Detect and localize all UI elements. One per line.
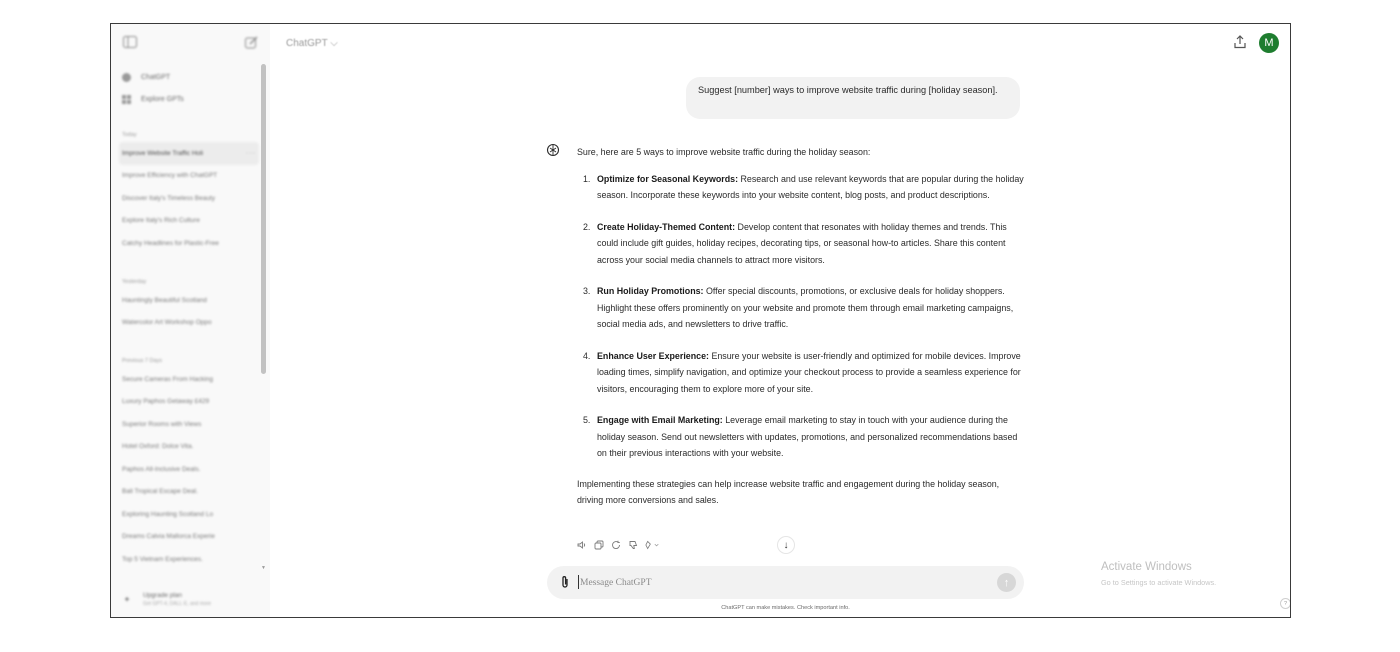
sidebar-item-label: Explore GPTs [141, 95, 184, 103]
history-heading: Previous 7 Days [122, 358, 163, 364]
list-item-text: Research and use relevant keywords that are popular during the holiday season. Incorporate these keywords into your website content, blog posts, and product descriptions. [597, 173, 1024, 200]
message-input[interactable] [580, 574, 960, 591]
list-item-title: Optimize for Seasonal Keywords: [597, 173, 739, 184]
history-item[interactable] [119, 165, 259, 188]
list-item-title: Create Holiday-Themed Content: [597, 221, 736, 232]
sidebar-nav [119, 66, 259, 110]
app-window [110, 23, 1291, 618]
history-item[interactable] [119, 187, 259, 210]
list-item [577, 412, 1027, 462]
history-group-yesterday [119, 275, 259, 334]
list-item-title: Enhance User Experience: [597, 350, 709, 361]
avatar[interactable]: M [1259, 33, 1279, 53]
regenerate-icon[interactable] [610, 539, 621, 550]
model-switch-icon[interactable] [644, 539, 662, 550]
history-item[interactable] [119, 289, 259, 312]
list-number: 1. [583, 173, 591, 184]
list-item-text: Offer special discounts, promotions, or exclusive deals for holiday shoppers. Highlight these offers prominently on your website and promote them through email marketing campaigns, social media ads, and newsletters to drive traffic. [597, 286, 1014, 329]
sidebar-item-chatgpt[interactable] [119, 66, 259, 88]
sidebar-toggle-icon[interactable] [122, 34, 138, 50]
history-item[interactable] [119, 312, 259, 335]
history-item-label: Dreams Calvia Mallorca Experie [122, 533, 215, 541]
history-item[interactable] [119, 142, 259, 165]
history-item[interactable] [119, 368, 259, 391]
chatgpt-logo-icon [122, 73, 131, 82]
attach-icon[interactable] [558, 575, 572, 591]
answer-outro: Implementing these strategies can help increase website traffic and engagement during the holiday season, driving more conversions and sales. [577, 478, 1000, 505]
history-item-label: Discover Italy's Timeless Beauty [122, 194, 215, 202]
assistant-message [577, 144, 1027, 509]
upgrade-plan-button[interactable] [121, 586, 261, 612]
history-item-label: Superior Rooms with Views [122, 420, 202, 428]
history-item-label: Explore Italy's Rich Culture [122, 217, 200, 225]
thumbs-down-icon[interactable] [627, 539, 638, 550]
list-number: 2. [583, 221, 591, 232]
sidebar-scrollbar[interactable] [261, 64, 266, 374]
history-item-label: Exploring Haunting Scotland Lo [122, 510, 214, 518]
list-number: 3. [583, 286, 591, 296]
upgrade-subtitle: Get GPT-4, DALL·E, and more [143, 600, 212, 607]
history-item-label: Watercolor Art Workshop Oppo [122, 319, 212, 327]
send-button[interactable]: ↑ [997, 573, 1016, 592]
list-item [577, 171, 1027, 204]
history-item-label: Improve Website Traffic Holi [122, 149, 204, 157]
scroll-down-arrow-icon[interactable]: ▼ [261, 565, 266, 571]
history-item-label: Top 5 Vietnam Experiences. [122, 555, 203, 563]
history-item-label: Luxury Paphos Getaway £429 [122, 398, 210, 406]
share-icon[interactable] [1232, 34, 1248, 52]
list-item-title: Run Holiday Promotions: [597, 286, 704, 296]
history-item[interactable] [119, 232, 259, 255]
composer [547, 566, 1024, 599]
list-item-title: Engage with Email Marketing: [597, 415, 723, 425]
history-item[interactable] [119, 458, 259, 481]
list-item-text: Leverage email marketing to stay in touch with your audience during the holiday season. Send out newsletters with updates, promotions, and personalized recommendations based on their previous interactions with your website. [597, 415, 1018, 458]
sidebar-item-explore-gpts[interactable] [119, 88, 259, 110]
history-heading: Yesterday [122, 279, 147, 285]
history-item[interactable] [119, 413, 259, 436]
history-item[interactable] [119, 503, 259, 526]
list-item [577, 348, 1027, 398]
scroll-to-bottom-button[interactable]: ↓ [777, 536, 795, 554]
history-item[interactable] [119, 548, 259, 571]
activate-windows-title: Activate Windows [1101, 561, 1192, 573]
history-item[interactable] [119, 526, 259, 549]
history-item-label: Improve Efficiency with ChatGPT [122, 172, 218, 180]
list-item-text: Develop content that resonates with holiday themes and trends. This could include gift guides, holiday recipes, decorating tips, or seasonal how-to articles. Share this content across your social media channels to attract more visitors. [597, 221, 1007, 265]
sidebar [111, 24, 270, 617]
list-number: 4. [583, 350, 591, 361]
text-caret [578, 575, 579, 589]
history-item[interactable] [119, 436, 259, 459]
help-button[interactable]: ? [1280, 598, 1291, 609]
sidebar-item-label: ChatGPT [141, 73, 171, 81]
sidebar-top [111, 24, 270, 64]
list-item-text: Ensure your website is user-friendly and optimized for mobile devices. Improve loading times, simplify navigation, and optimize your checkout process to provide a seamless experience for visitors, encouraging them to explore more of your site. [597, 350, 1021, 394]
message-actions [576, 539, 662, 550]
user-message: Suggest [number] ways to improve website traffic during [holiday season]. [686, 77, 1020, 119]
upgrade-title: Upgrade plan [143, 591, 183, 599]
more-options-icon[interactable]: ··· [246, 149, 256, 157]
history-item-label: Secure Cameras From Hacking [122, 375, 214, 383]
activate-windows-subtitle: Go to Settings to activate Windows. [1101, 578, 1217, 587]
history-item-label: Paphos All-Inclusive Deals. [122, 465, 201, 473]
answer-list [577, 171, 1027, 462]
history-group-today [119, 128, 259, 255]
copy-icon[interactable] [593, 539, 604, 550]
list-number: 5. [583, 415, 591, 425]
upgrade-icon: ✦ [123, 594, 131, 604]
history-item-label: Hotel Oxford: Dolce Vita. [122, 443, 194, 451]
list-item [577, 219, 1027, 269]
model-selector[interactable]: ChatGPT ⌵ [286, 38, 338, 49]
history-item[interactable] [119, 481, 259, 504]
history-group-previous-7-days [119, 354, 259, 571]
answer-intro: Sure, here are 5 ways to improve website traffic during the holiday season: [577, 147, 871, 157]
history-item[interactable] [119, 210, 259, 233]
history-item[interactable] [119, 391, 259, 414]
list-item [577, 283, 1027, 333]
new-chat-icon[interactable] [243, 34, 259, 50]
history-item-label: Bali Tropical Escape Deal. [122, 488, 198, 496]
read-aloud-icon[interactable] [576, 539, 587, 550]
history-heading: Today [122, 132, 137, 138]
disclaimer: ChatGPT can make mistakes. Check important info. [721, 605, 850, 611]
chat-area [270, 24, 1290, 617]
chatgpt-logo-icon [546, 143, 560, 157]
grid-icon [122, 95, 131, 104]
history-item-label: Hauntingly Beautiful Scotland [122, 296, 207, 304]
history-item-label: Catchy Headlines for Plastic-Free [122, 239, 219, 247]
